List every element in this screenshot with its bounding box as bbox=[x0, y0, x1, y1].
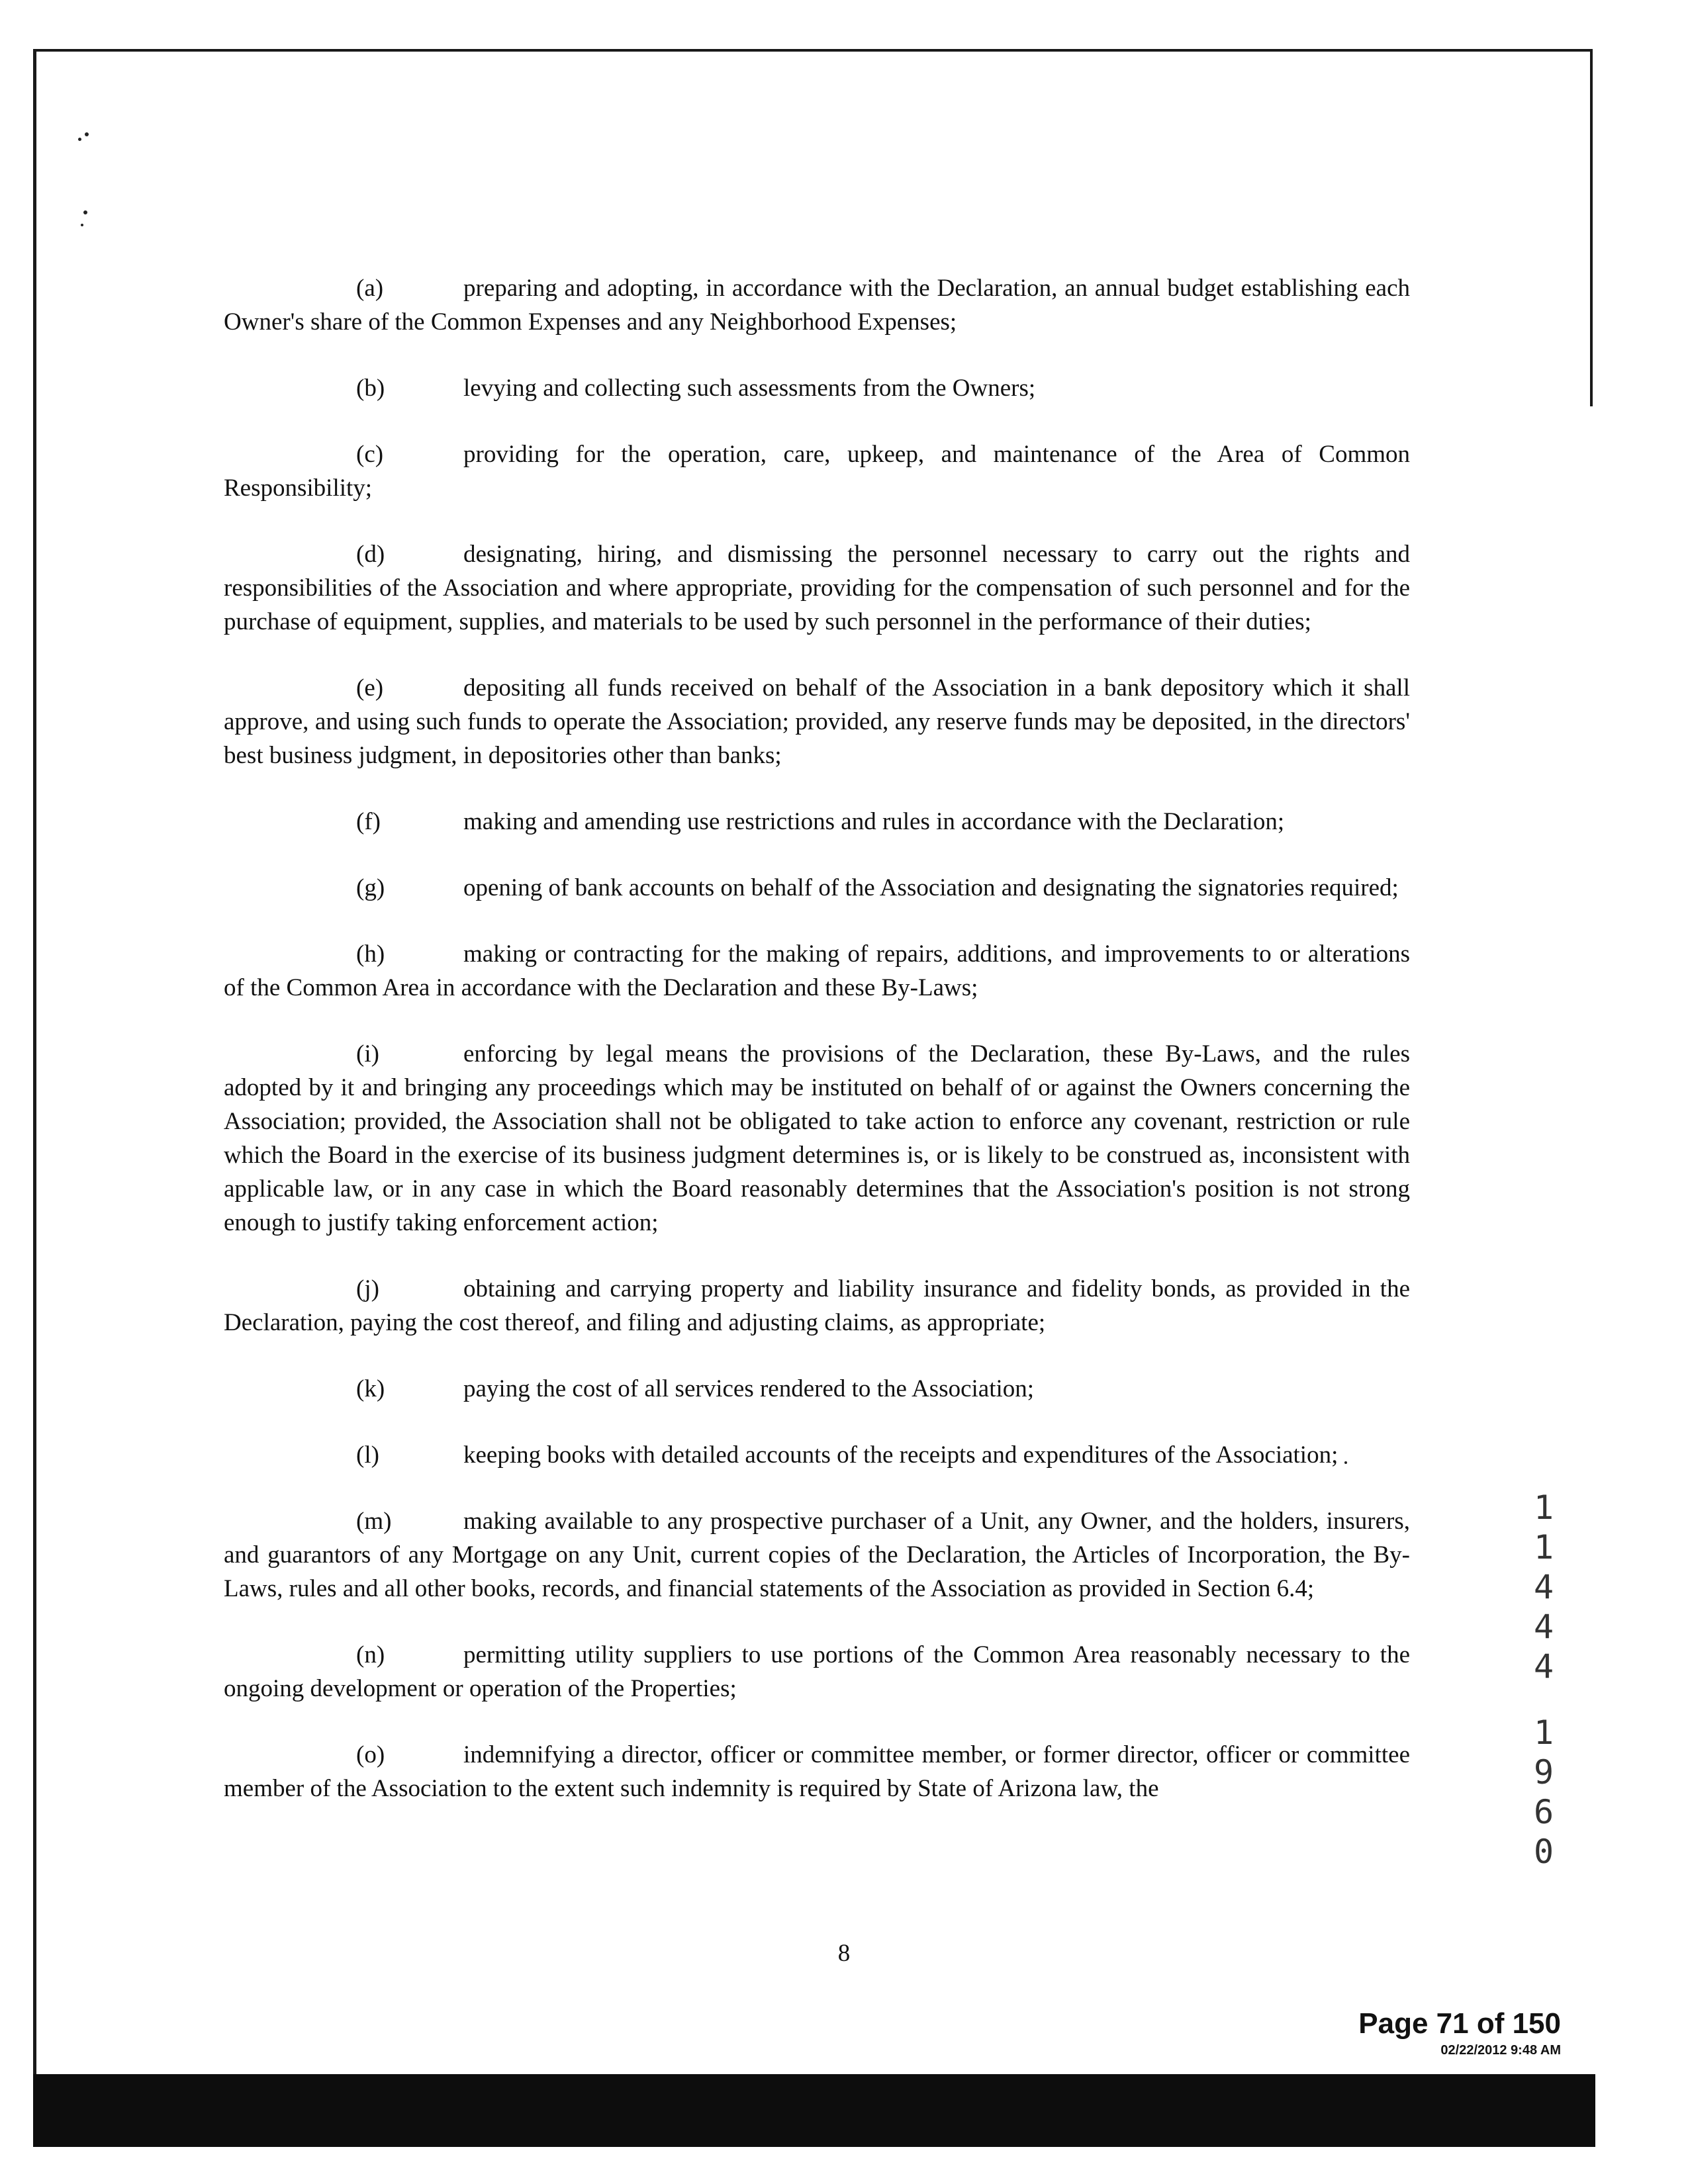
recording-gap bbox=[1530, 1686, 1557, 1713]
scan-speck bbox=[81, 224, 83, 226]
recording-digit: 1 bbox=[1533, 1528, 1554, 1567]
list-item bbox=[224, 1504, 1410, 1606]
scan-frame-top bbox=[33, 49, 1593, 52]
recording-digit: 1 bbox=[1533, 1488, 1554, 1527]
item-label: (g) bbox=[356, 874, 385, 901]
item-text: preparing and adopting, in accordance with the Declaration, an annual budget establishing each Owner's share of the Common Expenses and any Neighborhood Expenses; bbox=[224, 275, 1410, 336]
item-text: keeping books with detailed accounts of the receipts and expenditures of the Association; bbox=[463, 1441, 1338, 1469]
list-item bbox=[224, 437, 1410, 505]
recording-number bbox=[1530, 1488, 1557, 1872]
item-text: permitting utility suppliers to use portions of the Common Area reasonably necessary to the ongoing development or operation of the Properties; bbox=[224, 1641, 1410, 1702]
recording-digit: 4 bbox=[1533, 1647, 1554, 1686]
list-item bbox=[224, 371, 1410, 405]
recorder-page-stamp: Page 71 of 150 bbox=[1358, 2007, 1561, 2040]
item-text: opening of bank accounts on behalf of the Association and designating the signatories required; bbox=[463, 874, 1399, 901]
item-label: (m) bbox=[356, 1508, 392, 1535]
recording-digit: 6 bbox=[1533, 1793, 1554, 1831]
scan-frame-right bbox=[1590, 49, 1593, 406]
item-text: providing for the operation, care, upkeep, and maintenance of the Area of Common Responsibility; bbox=[224, 441, 1410, 502]
item-label: (k) bbox=[356, 1375, 385, 1402]
item-text: levying and collecting such assessments from the Owners; bbox=[463, 375, 1036, 402]
item-label: (l) bbox=[356, 1441, 379, 1469]
recording-digit: 0 bbox=[1533, 1833, 1554, 1871]
item-label: (j) bbox=[356, 1275, 379, 1302]
list-item bbox=[224, 937, 1410, 1005]
recording-digit: 9 bbox=[1533, 1753, 1554, 1792]
item-label: (o) bbox=[356, 1741, 385, 1768]
item-text: obtaining and carrying property and liability insurance and fidelity bonds, as provided in the Declaration, paying the cost thereof, and filing and adjusting claims, as appropriate; bbox=[224, 1275, 1410, 1336]
document-body bbox=[224, 271, 1410, 1838]
item-text: indemnifying a director, officer or committee member, or former director, officer or committee member of the Association to the extent such indemnity is required by State of Arizona law, the bbox=[224, 1741, 1410, 1802]
list-item bbox=[224, 805, 1410, 839]
item-text: depositing all funds received on behalf of the Association in a bank depository which it shall approve, and using such funds to operate the Association; provided, any reserve funds may be deposited, in the directors' best business judgment, in depositories other than banks; bbox=[224, 674, 1410, 769]
item-label: (i) bbox=[356, 1040, 379, 1068]
list-item bbox=[224, 1738, 1410, 1805]
recording-digit: 4 bbox=[1533, 1568, 1554, 1606]
item-text: making and amending use restrictions and rules in accordance with the Declaration; bbox=[463, 808, 1285, 835]
scan-frame-bottom bbox=[33, 2074, 1595, 2147]
list-item bbox=[224, 871, 1410, 905]
list-item bbox=[224, 1372, 1410, 1406]
item-text: paying the cost of all services rendered to the Association; bbox=[463, 1375, 1035, 1402]
item-label: (f) bbox=[356, 808, 381, 835]
scan-speck bbox=[78, 138, 81, 141]
list-item bbox=[224, 1438, 1410, 1472]
list-item bbox=[224, 1272, 1410, 1340]
scan-speck bbox=[85, 132, 89, 136]
list-item bbox=[224, 537, 1410, 639]
item-label: (c) bbox=[356, 441, 384, 468]
recorder-date-stamp: 02/22/2012 9:48 AM bbox=[1440, 2043, 1561, 2058]
scan-speck bbox=[83, 210, 87, 214]
item-label: (b) bbox=[356, 375, 385, 402]
item-label: (n) bbox=[356, 1641, 385, 1668]
item-text: making or contracting for the making of repairs, additions, and improvements to or alterations of the Common Area in accordance with the Declaration and these By-Laws; bbox=[224, 940, 1410, 1001]
item-label: (d) bbox=[356, 541, 385, 568]
page-number: 8 bbox=[837, 1940, 851, 1967]
list-item bbox=[224, 1638, 1410, 1706]
list-item bbox=[224, 1037, 1410, 1240]
item-text: designating, hiring, and dismissing the personnel necessary to carry out the rights and responsibilities of the Association and where appropriate, providing for the compensation of such personnel and for the purchase of equipment, supplies, and materials to be used by such personnel in the performance of their duties; bbox=[224, 541, 1410, 635]
item-label: (e) bbox=[356, 674, 384, 702]
item-text: enforcing by legal means the provisions of the Declaration, these By-Laws, and the rules adopted by it and bringing any proceedings which may be instituted on behalf of or against the Owners concerning the Association; provided, the Association shall not be obligated to take action to enforce any covenant, restriction or rule which the Board in the exercise of its business judgment determines is, or is likely to be construed as, inconsistent with applicable law, or in any case in which the Board reasonably determines that the Association's position is not strong enough to justify taking enforcement action; bbox=[224, 1040, 1410, 1236]
list-item bbox=[224, 671, 1410, 772]
item-text: making available to any prospective purchaser of a Unit, any Owner, and the holders, insurers, and guarantors of any Mortgage on any Unit, current copies of the Declaration, the Articles of Incorporation, the By-Laws, rules and all other books, records, and financial statements of the Association as provided in Section 6.4; bbox=[224, 1508, 1410, 1602]
recording-digit: 1 bbox=[1533, 1713, 1554, 1752]
scan-frame-left bbox=[33, 49, 36, 2074]
list-item bbox=[224, 271, 1410, 339]
recording-digit: 4 bbox=[1533, 1608, 1554, 1646]
item-label: (a) bbox=[356, 275, 384, 302]
item-label: (h) bbox=[356, 940, 385, 968]
